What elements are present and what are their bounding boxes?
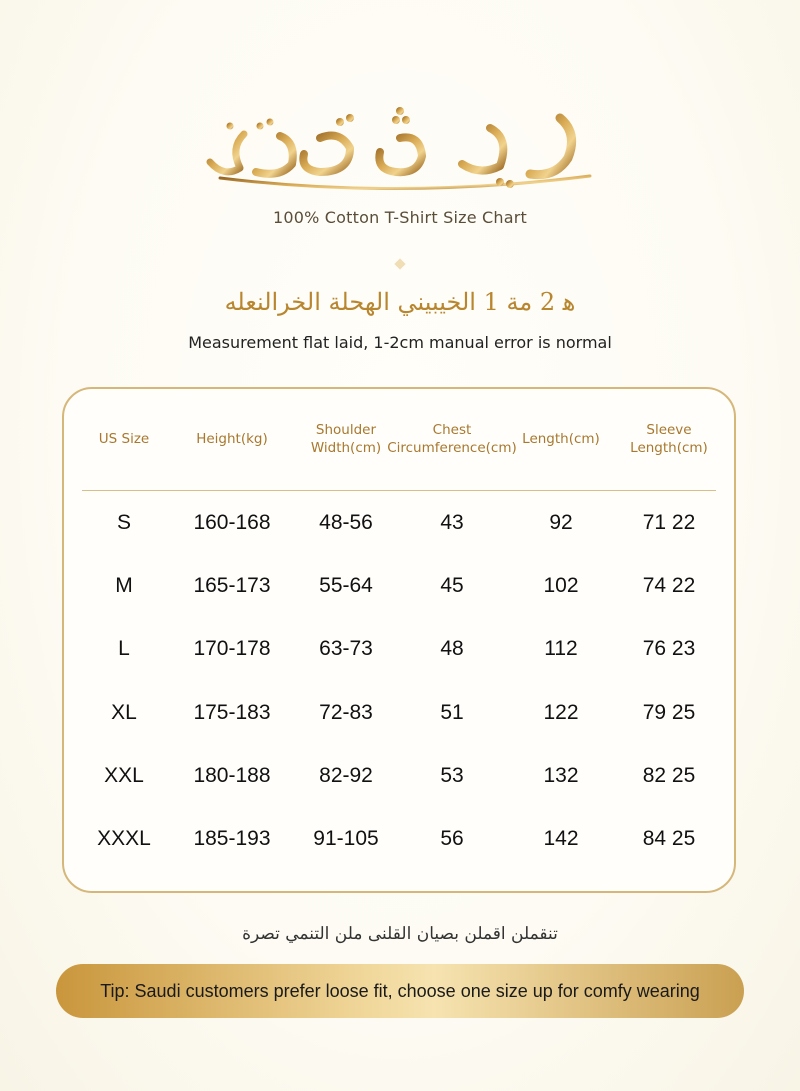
table-cell: 102 bbox=[543, 574, 579, 598]
table-cell: 91-105 bbox=[313, 827, 379, 850]
table-cell: 160-168 bbox=[193, 511, 271, 534]
subtitle: 100% Cotton T-Shirt Size Chart bbox=[272, 208, 527, 227]
arabic-heading: ﻫ 2 ﻣﺔ 1 ﺍﻟﺨﻴﺒﻴﻨﻲ ﺍﻟﻬﺤﻠﺔ ﺍﻟﺨﺮﺍﻟﻨﻌﻠﻪ bbox=[224, 288, 576, 316]
column-header bbox=[614, 389, 724, 489]
table-cell: 74 22 bbox=[642, 574, 696, 598]
table-cell: 122 bbox=[543, 700, 579, 724]
table-cell: 72-83 bbox=[319, 700, 373, 724]
column-header-line: Chest bbox=[432, 422, 472, 438]
column-header-line: Sleeve bbox=[646, 422, 692, 438]
size-label: XXL bbox=[104, 763, 144, 787]
size-label: XL bbox=[111, 700, 137, 724]
measurement-note: Measurement flat laid, 1-2cm manual error is normal bbox=[188, 333, 612, 352]
size-label: L bbox=[118, 637, 130, 661]
header-divider bbox=[82, 490, 716, 491]
column-header-line: US Size bbox=[98, 431, 150, 447]
column-header-line: Length(cm) bbox=[522, 431, 600, 447]
arabic-caption: تنقملن اقملن بصيان القلنى ملن التنمي تصرة bbox=[242, 924, 558, 944]
table-cell: 132 bbox=[543, 763, 579, 787]
table-cell: 76 23 bbox=[642, 637, 696, 661]
size-label: XXXL bbox=[97, 827, 151, 850]
table-cell: 170-178 bbox=[193, 637, 271, 661]
size-table bbox=[62, 387, 736, 893]
table-cell: 180-188 bbox=[193, 763, 271, 787]
column-header-line: Shoulder bbox=[315, 422, 377, 438]
table-cell: 53 bbox=[440, 763, 464, 787]
size-label: M bbox=[115, 574, 133, 598]
column-header bbox=[69, 389, 179, 489]
brand-logo bbox=[200, 78, 600, 198]
table-cell: 82 25 bbox=[642, 763, 696, 787]
table-cell: 56 bbox=[440, 827, 464, 850]
table-cell: 71 22 bbox=[642, 511, 696, 534]
table-cell: 112 bbox=[544, 637, 578, 661]
table-cell: 45 bbox=[440, 574, 464, 598]
table-cell: 63-73 bbox=[319, 637, 373, 661]
calligraphy-logo bbox=[200, 78, 600, 198]
table-cell: 142 bbox=[543, 827, 579, 850]
column-header-line: Height(kg) bbox=[196, 431, 268, 447]
table-cell: 175-183 bbox=[193, 700, 271, 724]
table-cell: 43 bbox=[440, 511, 464, 534]
column-header-line: Width(cm) bbox=[310, 440, 382, 456]
size-label: S bbox=[116, 511, 131, 534]
table-cell: 185-193 bbox=[193, 827, 271, 850]
column-header-line: Length(cm) bbox=[630, 440, 708, 456]
table-cell: 84 25 bbox=[642, 827, 696, 850]
table-cell: 92 bbox=[549, 511, 573, 534]
table-cell: 51 bbox=[440, 700, 464, 724]
tip-banner: Tip: Saudi customers prefer loose fit, choose one size up for comfy wearing bbox=[56, 964, 744, 1018]
table-cell: 165-173 bbox=[193, 574, 271, 598]
table-cell: 55-64 bbox=[319, 574, 373, 598]
table-cell: 82-92 bbox=[319, 763, 373, 787]
column-header bbox=[377, 389, 527, 489]
table-cell: 48 bbox=[440, 637, 464, 661]
table-cell: 79 25 bbox=[642, 700, 696, 724]
sparkle-icon bbox=[394, 258, 405, 269]
column-header bbox=[506, 389, 616, 489]
column-header-line: Circumference(cm) bbox=[387, 440, 517, 456]
column-header bbox=[177, 389, 287, 489]
table-cell: 48-56 bbox=[319, 511, 373, 534]
